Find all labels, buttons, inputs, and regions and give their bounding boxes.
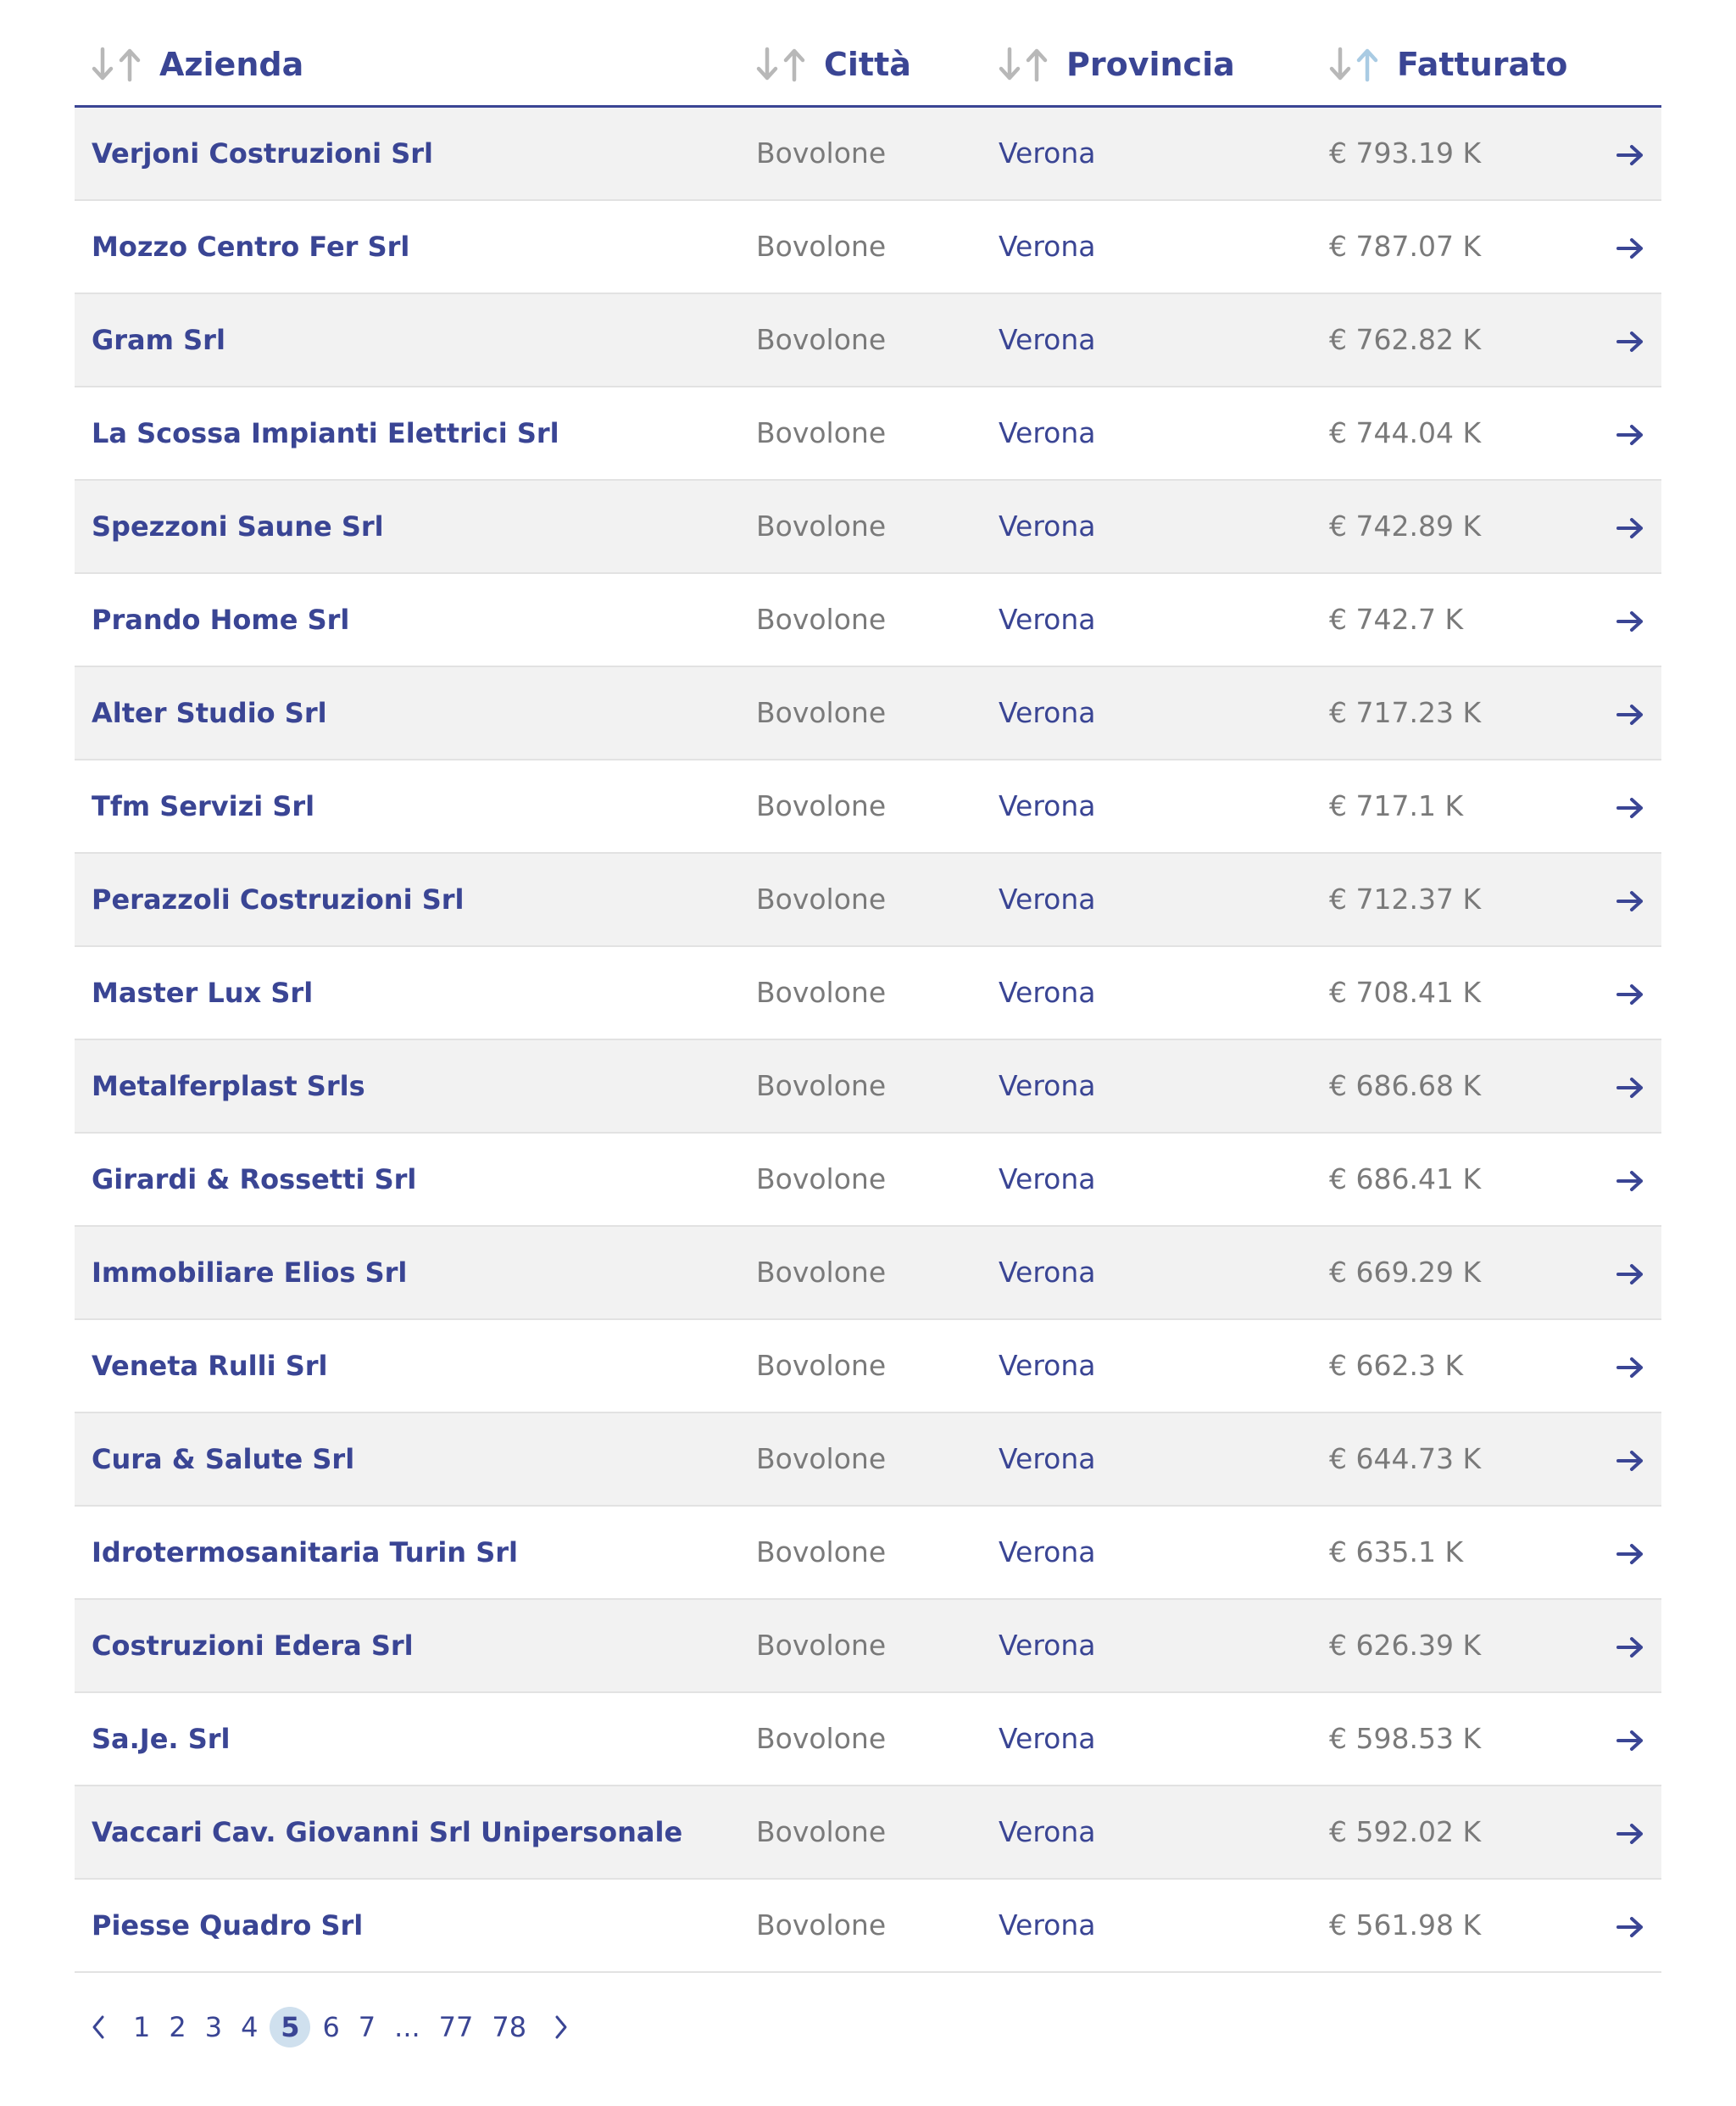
row-open-button[interactable] — [1600, 1879, 1661, 1972]
company-name-link[interactable]: Prando Home Srl — [75, 573, 756, 666]
company-name-link[interactable]: Metalferplast Srls — [75, 1039, 756, 1133]
arrow-right-icon[interactable] — [1616, 143, 1644, 167]
table-row[interactable] — [75, 1412, 1661, 1506]
arrow-right-icon[interactable] — [1616, 1822, 1644, 1846]
row-open-button[interactable] — [1600, 1412, 1661, 1506]
header-fatturato[interactable] — [1329, 24, 1600, 107]
revenue-cell: € 644.73 K — [1329, 1412, 1600, 1506]
city-cell: Bovolone — [756, 387, 999, 480]
province-cell: Verona — [999, 573, 1329, 666]
row-open-button[interactable] — [1600, 387, 1661, 480]
header-label[interactable]: Azienda — [159, 46, 304, 83]
city-cell: Bovolone — [756, 853, 999, 946]
row-open-button[interactable] — [1600, 480, 1661, 573]
company-name-link[interactable]: Idrotermosanitaria Turin Srl — [75, 1506, 756, 1599]
row-open-button[interactable] — [1600, 573, 1661, 666]
revenue-cell: € 635.1 K — [1329, 1506, 1600, 1599]
table-row[interactable] — [75, 200, 1661, 293]
table-row[interactable] — [75, 573, 1661, 666]
table-row[interactable] — [75, 1692, 1661, 1786]
page-link[interactable]: 6 — [322, 2010, 340, 2043]
company-name-link[interactable]: Piesse Quadro Srl — [75, 1879, 756, 1972]
company-name-link[interactable]: Spezzoni Saune Srl — [75, 480, 756, 573]
city-cell: Bovolone — [756, 200, 999, 293]
city-cell: Bovolone — [756, 666, 999, 760]
province-cell: Verona — [999, 1786, 1329, 1879]
row-open-button[interactable] — [1600, 107, 1661, 200]
arrow-right-icon[interactable] — [1616, 330, 1644, 354]
city-cell: Bovolone — [756, 293, 999, 387]
company-name-link[interactable]: Alter Studio Srl — [75, 666, 756, 760]
city-cell: Bovolone — [756, 946, 999, 1039]
company-name-link[interactable]: Mozzo Centro Fer Srl — [75, 200, 756, 293]
page-link[interactable]: 4 — [241, 2010, 259, 2043]
row-open-button[interactable] — [1600, 1039, 1661, 1133]
company-name-link[interactable]: Veneta Rulli Srl — [75, 1319, 756, 1412]
revenue-cell: € 598.53 K — [1329, 1692, 1600, 1786]
city-cell: Bovolone — [756, 573, 999, 666]
header-provincia[interactable] — [999, 24, 1329, 107]
table-row[interactable] — [75, 1506, 1661, 1599]
revenue-cell: € 744.04 K — [1329, 387, 1600, 480]
province-cell: Verona — [999, 1599, 1329, 1692]
row-open-button[interactable] — [1600, 1226, 1661, 1319]
province-cell: Verona — [999, 387, 1329, 480]
table-row[interactable] — [75, 107, 1661, 200]
company-name-link[interactable]: Cura & Salute Srl — [75, 1412, 756, 1506]
table-row[interactable] — [75, 853, 1661, 946]
sort-ascending-icon[interactable] — [1356, 46, 1378, 83]
header-azienda[interactable] — [75, 24, 756, 107]
current-page[interactable]: 5 — [270, 2007, 310, 2048]
arrow-right-icon[interactable] — [1616, 237, 1644, 260]
row-open-button[interactable] — [1600, 200, 1661, 293]
header-label[interactable]: Provincia — [1066, 46, 1235, 83]
arrow-right-icon[interactable] — [1616, 796, 1644, 820]
company-name-link[interactable]: Girardi & Rossetti Srl — [75, 1133, 756, 1226]
city-cell: Bovolone — [756, 760, 999, 853]
sort-ascending-icon[interactable] — [119, 46, 141, 83]
table-row[interactable] — [75, 946, 1661, 1039]
pagination — [75, 2003, 1661, 2051]
province-cell: Verona — [999, 853, 1329, 946]
revenue-cell: € 626.39 K — [1329, 1599, 1600, 1692]
chevron-left-icon[interactable] — [90, 2014, 107, 2041]
arrow-right-icon[interactable] — [1616, 703, 1644, 727]
province-cell: Verona — [999, 200, 1329, 293]
province-cell: Verona — [999, 293, 1329, 387]
province-cell: Verona — [999, 1879, 1329, 1972]
page-link[interactable]: 2 — [169, 2010, 186, 2043]
arrow-right-icon[interactable] — [1616, 1729, 1644, 1752]
revenue-cell: € 717.1 K — [1329, 760, 1600, 853]
province-cell: Verona — [999, 1506, 1329, 1599]
page-link[interactable]: 3 — [204, 2010, 223, 2043]
company-name-link[interactable]: Gram Srl — [75, 293, 756, 387]
city-cell: Bovolone — [756, 1133, 999, 1226]
revenue-cell: € 742.89 K — [1329, 480, 1600, 573]
page-link[interactable]: 7 — [358, 2010, 376, 2043]
revenue-cell: € 686.68 K — [1329, 1039, 1600, 1133]
province-cell: Verona — [999, 107, 1329, 200]
arrow-right-icon[interactable] — [1616, 1076, 1644, 1100]
revenue-cell: € 561.98 K — [1329, 1879, 1600, 1972]
row-open-button[interactable] — [1600, 1599, 1661, 1692]
company-name-link[interactable]: Tfm Servizi Srl — [75, 760, 756, 853]
row-open-button[interactable] — [1600, 1319, 1661, 1412]
sort-controls[interactable] — [756, 46, 805, 83]
sort-controls[interactable] — [1329, 46, 1378, 83]
company-name-link[interactable]: Master Lux Srl — [75, 946, 756, 1039]
city-cell: Bovolone — [756, 1879, 999, 1972]
arrow-right-icon[interactable] — [1616, 516, 1644, 540]
sort-ascending-icon[interactable] — [1026, 46, 1048, 83]
chevron-right-icon[interactable] — [553, 2014, 570, 2041]
row-open-button[interactable] — [1600, 666, 1661, 760]
company-name-link[interactable]: Verjoni Costruzioni Srl — [75, 107, 756, 200]
revenue-cell: € 787.07 K — [1329, 200, 1600, 293]
companies-table-container — [75, 24, 1661, 2051]
next-page-button[interactable] — [553, 2014, 570, 2041]
companies-table — [75, 24, 1661, 1973]
province-cell: Verona — [999, 1692, 1329, 1786]
province-cell: Verona — [999, 1412, 1329, 1506]
city-cell: Bovolone — [756, 1319, 999, 1412]
arrow-right-icon[interactable] — [1616, 423, 1644, 447]
province-cell: Verona — [999, 1226, 1329, 1319]
page-link[interactable]: 1 — [133, 2010, 151, 2043]
table-header-row — [75, 24, 1661, 107]
table-row[interactable] — [75, 1226, 1661, 1319]
table-row[interactable] — [75, 1039, 1661, 1133]
table-row[interactable] — [75, 1133, 1661, 1226]
company-name-link[interactable]: Immobiliare Elios Srl — [75, 1226, 756, 1319]
revenue-cell: € 717.23 K — [1329, 666, 1600, 760]
arrow-right-icon[interactable] — [1616, 1449, 1644, 1473]
header-actions — [1600, 24, 1661, 107]
city-cell: Bovolone — [756, 1786, 999, 1879]
table-row[interactable] — [75, 760, 1661, 853]
row-open-button[interactable] — [1600, 853, 1661, 946]
company-name-link[interactable]: Costruzioni Edera Srl — [75, 1599, 756, 1692]
arrow-right-icon[interactable] — [1616, 1356, 1644, 1379]
company-name-link[interactable]: La Scossa Impianti Elettrici Srl — [75, 387, 756, 480]
arrow-right-icon[interactable] — [1616, 1915, 1644, 1939]
revenue-cell: € 592.02 K — [1329, 1786, 1600, 1879]
table-row[interactable] — [75, 666, 1661, 760]
revenue-cell: € 686.41 K — [1329, 1133, 1600, 1226]
arrow-right-icon[interactable] — [1616, 610, 1644, 633]
table-body — [75, 107, 1661, 1972]
revenue-cell: € 762.82 K — [1329, 293, 1600, 387]
province-cell: Verona — [999, 1319, 1329, 1412]
sort-controls[interactable] — [999, 46, 1048, 83]
company-name-link[interactable]: Perazzoli Costruzioni Srl — [75, 853, 756, 946]
header-label[interactable]: Città — [824, 46, 911, 83]
revenue-cell: € 793.19 K — [1329, 107, 1600, 200]
table-row[interactable] — [75, 1319, 1661, 1412]
header-citta[interactable] — [756, 24, 999, 107]
row-open-button[interactable] — [1600, 760, 1661, 853]
row-open-button[interactable] — [1600, 946, 1661, 1039]
city-cell: Bovolone — [756, 1692, 999, 1786]
city-cell: Bovolone — [756, 1039, 999, 1133]
arrow-right-icon[interactable] — [1616, 983, 1644, 1006]
revenue-cell: € 742.7 K — [1329, 573, 1600, 666]
company-name-link[interactable]: Vaccari Cav. Giovanni Srl Unipersonale — [75, 1786, 756, 1879]
city-cell: Bovolone — [756, 1599, 999, 1692]
revenue-cell: € 662.3 K — [1329, 1319, 1600, 1412]
city-cell: Bovolone — [756, 1506, 999, 1599]
revenue-cell: € 669.29 K — [1329, 1226, 1600, 1319]
table-row[interactable] — [75, 387, 1661, 480]
sort-descending-icon[interactable] — [92, 46, 114, 83]
city-cell: Bovolone — [756, 480, 999, 573]
row-open-button[interactable] — [1600, 1786, 1661, 1879]
table-row[interactable] — [75, 1879, 1661, 1972]
arrow-right-icon[interactable] — [1616, 1262, 1644, 1286]
table-row[interactable] — [75, 293, 1661, 387]
province-cell: Verona — [999, 666, 1329, 760]
table-row[interactable] — [75, 1786, 1661, 1879]
row-open-button[interactable] — [1600, 293, 1661, 387]
city-cell: Bovolone — [756, 107, 999, 200]
table-row[interactable] — [75, 1599, 1661, 1692]
revenue-cell: € 712.37 K — [1329, 853, 1600, 946]
province-cell: Verona — [999, 480, 1329, 573]
page-link[interactable]: 77 — [438, 2010, 474, 2043]
province-cell: Verona — [999, 946, 1329, 1039]
row-open-button[interactable] — [1600, 1692, 1661, 1786]
sort-controls[interactable] — [92, 46, 141, 83]
province-cell: Verona — [999, 1133, 1329, 1226]
city-cell: Bovolone — [756, 1412, 999, 1506]
arrow-right-icon[interactable] — [1616, 1635, 1644, 1659]
page-link[interactable]: 78 — [492, 2010, 527, 2043]
header-label[interactable]: Fatturato — [1397, 46, 1568, 83]
pagination-ellipsis: ... — [394, 2010, 420, 2043]
sort-descending-icon[interactable] — [999, 46, 1021, 83]
arrow-right-icon[interactable] — [1616, 889, 1644, 913]
province-cell: Verona — [999, 760, 1329, 853]
row-open-button[interactable] — [1600, 1506, 1661, 1599]
previous-page-button[interactable] — [90, 2014, 107, 2041]
province-cell: Verona — [999, 1039, 1329, 1133]
company-name-link[interactable]: Sa.Je. Srl — [75, 1692, 756, 1786]
arrow-right-icon[interactable] — [1616, 1169, 1644, 1193]
row-open-button[interactable] — [1600, 1133, 1661, 1226]
revenue-cell: € 708.41 K — [1329, 946, 1600, 1039]
arrow-right-icon[interactable] — [1616, 1542, 1644, 1566]
sort-descending-icon[interactable] — [756, 46, 778, 83]
sort-ascending-icon[interactable] — [783, 46, 805, 83]
city-cell: Bovolone — [756, 1226, 999, 1319]
sort-descending-icon[interactable] — [1329, 46, 1351, 83]
table-row[interactable] — [75, 480, 1661, 573]
